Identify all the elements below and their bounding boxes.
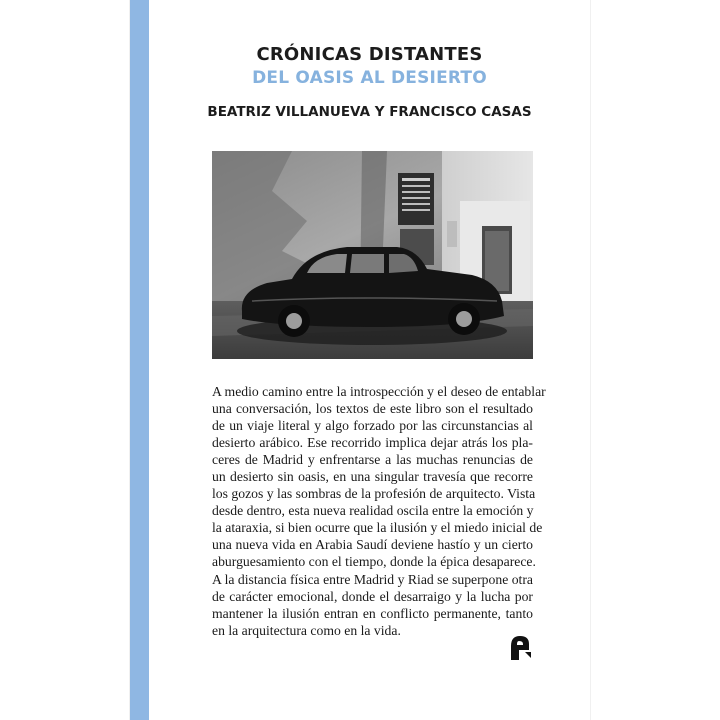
blurb-line: A la distancia física entre Madrid y Riad se superpone otra xyxy=(212,571,533,587)
blue-spine-band xyxy=(130,0,149,720)
blurb-line: una conversación, los textos de este libro son el resultado xyxy=(212,401,533,417)
book-title: CRÓNICAS DISTANTES xyxy=(256,44,483,65)
publisher-logo-icon xyxy=(505,632,535,662)
book-subtitle: DEL OASIS AL DESIERTO xyxy=(252,68,487,88)
book-authors: BEATRIZ VILLANUEVA Y FRANCISCO CASAS xyxy=(207,104,532,120)
blurb-line: de carácter emocional, donde el desarraigo y la lucha por xyxy=(212,588,533,604)
blurb-line: desierto arábico. Ese recorrido implica dejar atrás los pla- xyxy=(212,435,533,451)
blurb-line: la ataraxia, si bien ocurre que la ilusión y el miedo inicial de xyxy=(212,520,543,536)
blurb-line: un desierto sin oasis, en una singular travesía que recorre xyxy=(212,469,533,485)
blurb-line: aburguesamiento con el tiempo, donde la épica desaparece. xyxy=(212,554,536,570)
blurb-line: de un viaje literal y algo forzado por las circunstancias al xyxy=(212,418,533,434)
blurb-line: A medio camino entre la introspección y el deseo de entablar xyxy=(212,384,546,399)
blurb-line: mantener la ilusión entran en conflicto permanente, tanto xyxy=(212,605,533,621)
blurb-line: los gozos y las sombras de la profesión de arquitecto. Vista xyxy=(212,486,536,502)
blurb-line: ceres de Madrid y enfrentarse a las muchas renuncias de xyxy=(212,452,533,468)
cover-photo-vintage-car xyxy=(212,151,533,359)
blurb-line: una nueva vida en Arabia Saudí deviene hastío y un cierto xyxy=(212,537,533,553)
blurb-line: en la arquitectura como en la vida. xyxy=(212,622,401,638)
back-cover-blurb xyxy=(212,383,546,639)
blurb-line: desde dentro, esta nueva realidad oscila entre la emoción y xyxy=(212,503,534,519)
